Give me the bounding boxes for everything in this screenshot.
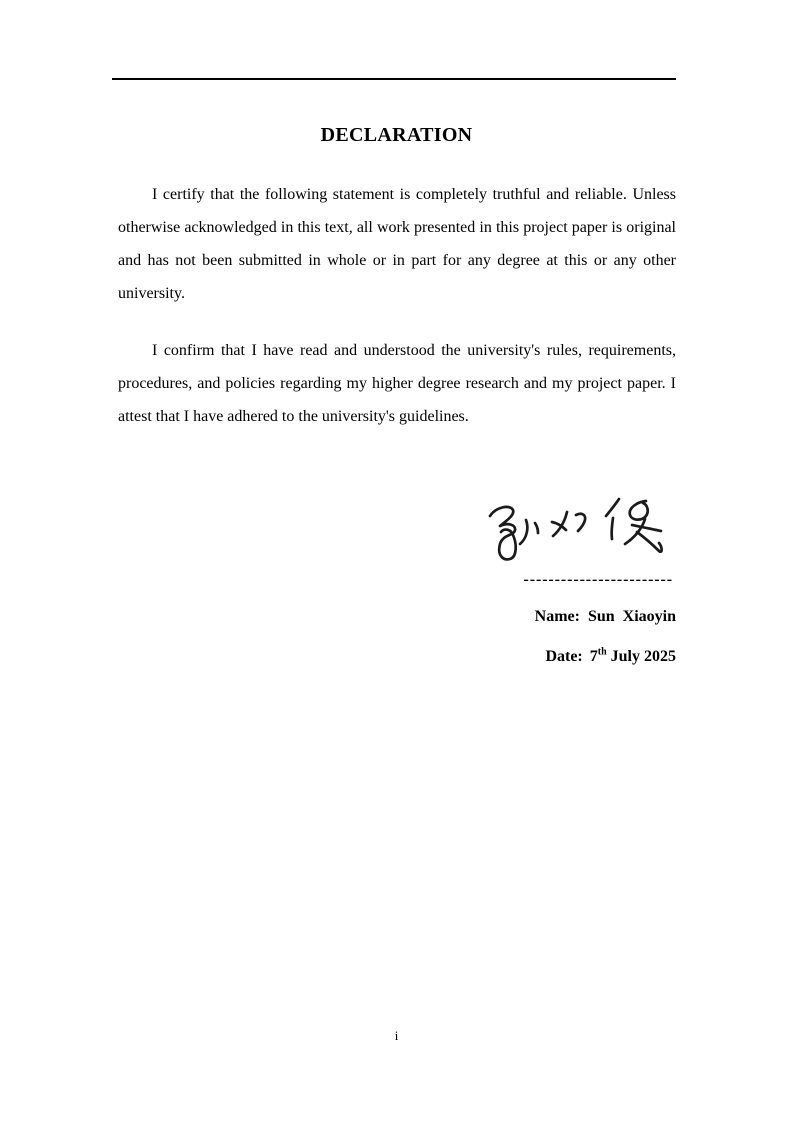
handwritten-signature xyxy=(486,492,664,568)
date-label: Date: xyxy=(545,648,583,665)
header-rule xyxy=(112,78,676,80)
declaration-paragraph-1: I certify that the following statement is completely truthful and reliable. Unless otherwise acknowledged in this text, all work presented in this project paper is original and has not been submitted in whole or in part for any degree at this or any other university. xyxy=(118,186,676,302)
declaration-paragraph-2: I confirm that I have read and understood the university's rules, requirements, procedures, and policies regarding my higher degree research and my project paper. I attest that I have adhered to the university's guidelines. xyxy=(118,342,676,425)
date-ordinal-suffix: th xyxy=(597,646,607,658)
page-number: i xyxy=(394,1028,399,1043)
declaration-body xyxy=(118,178,676,457)
date-remainder: July 2025 xyxy=(610,648,676,665)
signature-date-line xyxy=(118,643,676,671)
signature-line: ------------------------ xyxy=(523,571,673,588)
date-day: 7 xyxy=(589,648,598,665)
page-title: DECLARATION xyxy=(320,124,473,146)
signature-block xyxy=(118,492,676,671)
name-label: Name: xyxy=(534,608,580,625)
page-footer xyxy=(0,1028,793,1044)
signature-name-line xyxy=(118,603,676,631)
name-value: Sun Xiaoyin xyxy=(587,608,676,625)
